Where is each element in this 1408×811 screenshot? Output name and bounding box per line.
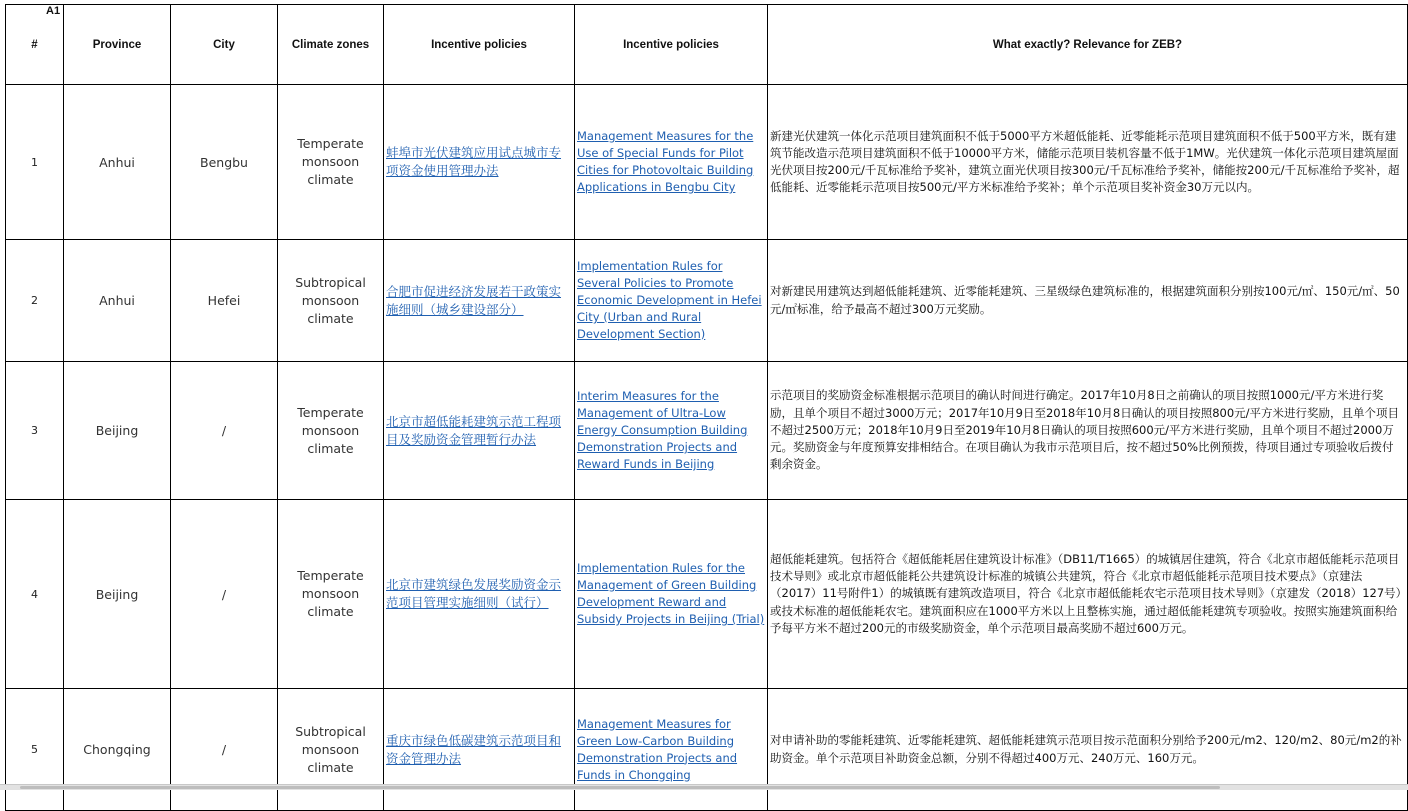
header-row	[6, 5, 1408, 85]
policy-en-link[interactable]: Management Measures for the Use of Special Funds for Pilot Cities for Photovoltaic Building Applications in Bengbu City	[577, 129, 754, 194]
policy-zh-cell	[384, 500, 575, 689]
policy-zh-cell	[384, 85, 575, 240]
relevance-cell[interactable]: 对新建民用建筑达到超低能耗建筑、近零能耗建筑、三星级绿色建筑标准的，根据建筑面积分别按100元/㎡、150元/㎡、50元/㎡标准，给予最高不超过300万元奖励。	[768, 240, 1408, 362]
table-row	[6, 500, 1408, 689]
header-relevance[interactable]: What exactly? Relevance for ZEB?	[768, 5, 1408, 85]
header-policy-zh[interactable]: Incentive policies	[384, 5, 575, 85]
climate-cell[interactable]: Temperate monsoon climate	[278, 362, 384, 500]
city-cell[interactable]: Bengbu	[171, 85, 278, 240]
policy-zh-link[interactable]: 合肥市促进经济发展若干政策实施细则（城乡建设部分）	[386, 283, 562, 317]
policy-zh-cell	[384, 362, 575, 500]
policy-zh-link[interactable]: 重庆市绿色低碳建筑示范项目和资金管理办法	[386, 732, 562, 766]
row-num[interactable]: 3	[6, 362, 64, 500]
city-cell[interactable]: /	[171, 689, 278, 811]
province-cell[interactable]: Beijing	[64, 500, 171, 689]
row-num[interactable]: 1	[6, 85, 64, 240]
policy-en-link[interactable]: Implementation Rules for Several Policies to Promote Economic Development in Hefei City (Urban and Rural Development Section)	[577, 259, 762, 341]
policy-zh-cell	[384, 240, 575, 362]
header-policy-en[interactable]: Incentive policies	[575, 5, 768, 85]
province-cell[interactable]: Anhui	[64, 85, 171, 240]
policy-table	[5, 4, 1408, 811]
table-row	[6, 240, 1408, 362]
city-cell[interactable]: Hefei	[171, 240, 278, 362]
policy-en-cell	[575, 689, 768, 811]
table-row	[6, 85, 1408, 240]
policy-en-cell	[575, 240, 768, 362]
policy-en-cell	[575, 362, 768, 500]
relevance-cell[interactable]: 超低能耗建筑。包括符合《超低能耗居住建筑设计标准》（DB11/T1665）的城镇居住建筑，符合《北京市超低能耗示范项目技术导则》或北京市超低能耗公共建筑设计标准的城镇公共建筑，符合《北京市超低能耗示范项目技术要点》（京建法（2017）11号附件1）的城镇既有建筑改造项目，符合《北京市超低能耗农宅示范项目技术导则》（京建发（2018）127号）或技术标准的超低能耗农宅。建筑面积应在1000平方米以上且整栋实施，通过超低能耗建筑专项验收。按照实施建筑面积给予每平方米不超过200元的市级奖励资金，单个示范项目最高奖励不超过600万元。	[768, 500, 1408, 689]
horizontal-scrollbar[interactable]	[0, 784, 1408, 790]
row-num[interactable]: 2	[6, 240, 64, 362]
relevance-cell[interactable]: 对申请补助的零能耗建筑、近零能耗建筑、超低能耗建筑示范项目按示范面积分别给予200元/m2、120/m2、80元/m2的补助资金。单个示范项目补助资金总额，分别不得超过400万元、240万元、160万元。	[768, 689, 1408, 811]
policy-en-link[interactable]: Implementation Rules for the Management of Green Building Development Reward and Subsidy Projects in Beijing (Trial)	[577, 561, 765, 626]
city-cell[interactable]: /	[171, 362, 278, 500]
row-num[interactable]: 4	[6, 500, 64, 689]
city-cell[interactable]: /	[171, 500, 278, 689]
header-climate[interactable]: Climate zones	[278, 5, 384, 85]
table-row	[6, 689, 1408, 811]
table-row	[6, 362, 1408, 500]
climate-cell[interactable]: Subtropical monsoon climate	[278, 240, 384, 362]
policy-en-cell	[575, 500, 768, 689]
header-num[interactable]: #	[6, 5, 64, 85]
relevance-cell[interactable]: 示范项目的奖励资金标准根据示范项目的确认时间进行确定。2017年10月8日之前确认的项目按照1000元/平方米进行奖励，且单个项目不超过3000万元；2017年10月9日至2018年10月8日确认的项目按照800元/平方米进行奖励，且单个项目不超过2500万元；2018年10月9日至2019年10月8日确认的项目按照600元/平方米进行奖励，且单个项目不超过2000万元。奖励资金与年度预算安排相结合。在项目确认为我市示范项目后，按不超过50%比例预拨，待项目通过专项验收后拨付剩余资金。	[768, 362, 1408, 500]
policy-zh-link[interactable]: 北京市建筑绿色发展奖励资金示范项目管理实施细则（试行）	[386, 577, 562, 610]
policy-en-link[interactable]: Management Measures for Green Low-Carbon Building Demonstration Projects and Funds in Chongqing	[577, 716, 738, 782]
cell-reference-label: A1	[46, 5, 61, 17]
policy-zh-link[interactable]: 蚌埠市光伏建筑应用试点城市专项资金使用管理办法	[386, 145, 562, 178]
policy-zh-cell	[384, 689, 575, 811]
province-cell[interactable]: Beijing	[64, 362, 171, 500]
policy-zh-link[interactable]: 北京市超低能耗建筑示范工程项目及奖励资金管理暂行办法	[386, 413, 562, 447]
policy-en-link[interactable]: Interim Measures for the Management of Ultra-Low Energy Consumption Building Demonstration Projects and Reward Funds in Beijing	[577, 389, 748, 471]
header-province[interactable]: Province	[64, 5, 171, 85]
province-cell[interactable]: Anhui	[64, 240, 171, 362]
policy-en-cell	[575, 85, 768, 240]
climate-cell[interactable]: Subtropical monsoon climate	[278, 689, 384, 811]
row-num[interactable]: 5	[6, 689, 64, 811]
province-cell[interactable]: Chongqing	[64, 689, 171, 811]
climate-cell[interactable]: Temperate monsoon climate	[278, 500, 384, 689]
header-city[interactable]: City	[171, 5, 278, 85]
climate-cell[interactable]: Temperate monsoon climate	[278, 85, 384, 240]
relevance-cell[interactable]: 新建光伏建筑一体化示范项目建筑面积不低于5000平方米超低能耗、近零能耗示范项目建筑面积不低于500平方米，既有建筑节能改造示范项目建筑面积不低于10000平方米，储能示范项目装机容量不低于1MW。光伏建筑一体化示范项目建筑屋面光伏项目按200元/千瓦标准给予奖补，建筑立面光伏项目按300元/千瓦标准给予奖补，储能按200元/千瓦标准给予奖补，超低能耗、近零能耗示范项目按500元/平方米标准给予奖补；单个示范项目奖补资金30万元以内。	[768, 85, 1408, 240]
